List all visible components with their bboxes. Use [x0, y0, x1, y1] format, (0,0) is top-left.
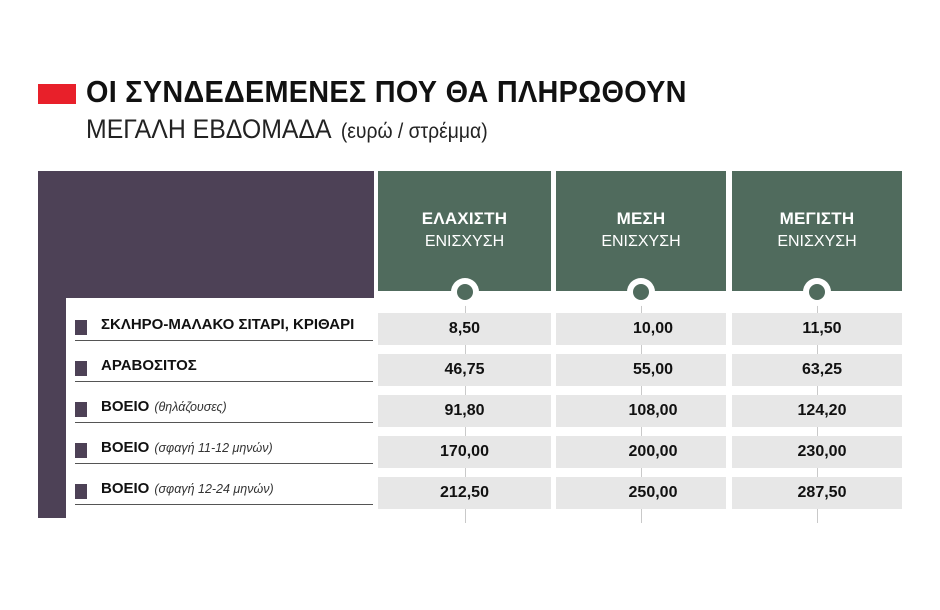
row-label	[101, 480, 274, 497]
row-label-text: ΒΟΕΙΟ	[101, 439, 150, 456]
title-accent-bar	[38, 84, 76, 104]
row-label	[101, 316, 354, 333]
value-cell: 250,00	[556, 477, 726, 509]
column-marker-dot	[451, 278, 479, 306]
subtitle-text: ΜΕΓΑΛΗ ΕΒΔΟΜΑΔΑ	[86, 114, 331, 144]
column-marker-dot	[803, 278, 831, 306]
value-cell: 55,00	[556, 354, 726, 386]
unit-label: (ευρώ / στρέμμα)	[340, 120, 488, 143]
row-underline	[75, 340, 373, 341]
value-cell: 200,00	[556, 436, 726, 468]
row-underline	[75, 422, 373, 423]
column-header	[732, 171, 902, 291]
column-header-line2: ΕΝΙΣΧΥΣΗ	[424, 233, 505, 250]
column-header-line1: ΕΛΑΧΙΣΤΗ	[421, 209, 508, 228]
value-cell: 287,50	[732, 477, 902, 509]
row-bullet-square	[75, 484, 87, 499]
row-underline	[75, 381, 373, 382]
value-cell: 230,00	[732, 436, 902, 468]
row-bullet-square	[75, 443, 87, 458]
column-header-line2: ΕΝΙΣΧΥΣΗ	[601, 233, 681, 250]
chart-subtitle	[86, 114, 488, 145]
value-cell: 212,50	[378, 477, 551, 509]
table-row	[75, 353, 375, 385]
value-cell: 108,00	[556, 395, 726, 427]
value-cell: 91,80	[378, 395, 551, 427]
table-row	[75, 476, 375, 508]
value-cell: 8,50	[378, 313, 551, 345]
value-cell: 124,20	[732, 395, 902, 427]
row-bullet-square	[75, 402, 87, 417]
row-label-text: ΒΟΕΙΟ	[101, 398, 150, 415]
table-row	[75, 435, 375, 467]
chart-title: ΟΙ ΣΥΝΔΕΔΕΜΕΝΕΣ ΠΟΥ ΘΑ ΠΛΗΡΩΘΟΥΝ	[86, 74, 687, 109]
row-label	[101, 439, 273, 456]
value-cell: 11,50	[732, 313, 902, 345]
column-header	[378, 171, 551, 291]
row-label-note: (σφαγή 11-12 μηνών)	[154, 441, 273, 455]
row-label	[101, 398, 227, 415]
column-header-line1: ΜΕΓΙΣΤΗ	[779, 209, 855, 228]
value-cell: 63,25	[732, 354, 902, 386]
row-underline	[75, 463, 373, 464]
row-label-text: ΑΡΑΒΟΣΙΤΟΣ	[101, 357, 197, 374]
value-cell: 46,75	[378, 354, 551, 386]
row-underline	[75, 504, 373, 505]
column-header	[556, 171, 726, 291]
value-cell: 10,00	[556, 313, 726, 345]
table-row	[75, 312, 375, 344]
row-bullet-square	[75, 361, 87, 376]
table-row	[75, 394, 375, 426]
row-label-note: (θηλάζουσες)	[154, 400, 227, 414]
row-label-text: ΒΟΕΙΟ	[101, 480, 150, 497]
column-marker-dot	[627, 278, 655, 306]
row-label-text: ΣΚΛΗΡΟ-ΜΑΛΑΚΟ ΣΙΤΑΡΙ, ΚΡΙΘΑΡΙ	[101, 316, 355, 333]
row-label	[101, 357, 197, 374]
value-cell: 170,00	[378, 436, 551, 468]
row-bullet-square	[75, 320, 87, 335]
column-header-line2: ΕΝΙΣΧΥΣΗ	[777, 233, 857, 250]
column-header-line1: ΜΕΣΗ	[616, 209, 666, 228]
row-label-note: (σφαγή 12-24 μηνών)	[154, 482, 274, 496]
